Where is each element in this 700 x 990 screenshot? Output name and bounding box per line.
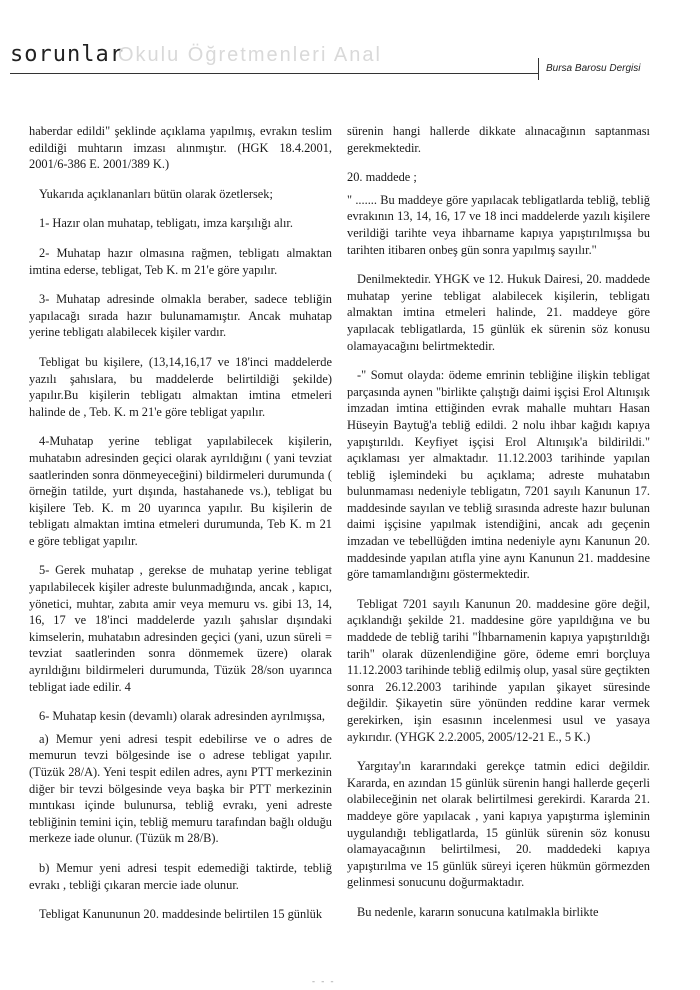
paragraph: haberdar edildi" şeklinde açıklama yapılmış, evrakın teslim edildiği muhtarın imzası alınmıştır. (HGK 18.4.2001, 2001/6-386 E. 2001/389 K.) — [29, 124, 332, 172]
paragraph: 2- Muhatap hazır olmasına rağmen, tebligatı almaktan imtina ederse, tebligat, Teb K. m 21'e göre yapılır. — [29, 245, 332, 277]
right-column — [347, 123, 650, 934]
paragraph: Yargıtay'ın kararındaki gerekçe tatmin edici değildir. Kararda, en azından 15 günlük sürenin hangi hallerde geçerli olabileceğinin net olarak belirtilmesi gerekirdi. Kararda 21. maddeye göre yapılacak , yani kapıya yapıştırma işleminin uygulandığı tebligatlarda, 15 günlük sürenin söz konusu olamayacağının belirtilmesi, 20. maddedeki kapıya yapıştırılma ve 15 günlük süreyi içeren hükmün görmezden gelinmesi sonucunu doğurmaktadır. — [347, 759, 650, 890]
paragraph: Tebligat 7201 sayılı Kanunun 20. maddesine göre değil, açıklandığı şekilde 21. maddesine göre yapıldığına ve bu maddede de tebliğ tarihi "İhbarnamenin kapıya yapıştırıldığı tarih" olarak düzenlendiğine göre, ödeme emri borçluya 11.12.2003 tarihinde tebliğ edilmiş olup, yasal süre geçtikten sonra 26.12.2003 tarihinde yapılan şikayet süresinde değildir. Şikayetin süre yönünden reddine karar vermek gerekirken, işin esasının incelenmesi usul ve yasaya aykırıdır. (YHGK 2.2.2005, 2005/12-21 E., 5 K.) — [347, 596, 650, 744]
paragraph: Denilmektedir. YHGK ve 12. Hukuk Dairesi, 20. maddede muhatap yerine tebligat alabilecek kişilerin, tebligatı almaktan imtina etmeleri halinde, 21. maddeye göre yapılacak tebligatlarda, 15 günlük ek sürenin söz konusu olamayacağını belirtmektedir. — [347, 272, 650, 353]
section-title: sorunlar — [10, 42, 124, 67]
paragraph: 3- Muhatap adresinde olmakla beraber, sadece tebliğin yapılacağı sırada hazır bulunamamıştır. Ancak muhatap yerine tebligatı alabilecek kişiler vardır. — [29, 292, 332, 340]
paragraph: 6- Muhatap kesin (devamlı) olarak adresinden ayrılmışsa, — [39, 709, 325, 724]
paragraph: Tebligat Kanununun 20. maddesinde belirtilen 15 günlük — [39, 907, 323, 922]
paragraph: a) Memur yeni adresi tespit edebilirse ve o adres de memurun tevzi bölgesinde ise o adrese tebligat yapılır.(Tüzük 28/A). Yeni tespit edilen adres, aynı PTT merkezinin diğer bir tevzi bölgesinde veya başka bir PTT merkezinin mıntıkası içinde bulunursa, tebliğ evrakı, yeni adreste tebliğinin temini için, tebliğ memuru tarafından bağlı olduğu merkeze iade olunur. (Tüzük m 28/B). — [29, 731, 332, 846]
page-number: - - - — [312, 976, 336, 986]
journal-name: Bursa Barosu Dergisi — [546, 63, 641, 74]
paragraph: b) Memur yeni adresi tespit edemediği taktirde, tebliğ evrakı , tebliği çıkaran mercie iade olunur. — [29, 860, 332, 892]
page-header — [0, 0, 700, 100]
paragraph: Tebligat bu kişilere, (13,14,16,17 ve 18'inci maddelerde yazılı şahıslara, bu maddelerde belirtildiği şekilde) yapılır.Bu kişilerin tebligatı almaktan imtina etmeleri halinde de , Teb. K. m 21'e göre tebligat yapılır. — [29, 354, 332, 419]
header-rule — [10, 73, 538, 74]
paragraph: Yukarıda açıklananları bütün olarak özetlersek; — [39, 186, 273, 201]
paragraph: 20. maddede ; — [347, 170, 417, 185]
paragraph: sürenin hangi hallerde dikkate alınacağının saptanması gerekmektedir. — [347, 124, 650, 155]
quote-paragraph: " ....... Bu maddeye göre yapılacak tebligatlarda tebliğ, tebliğ evrakının 13, 14, 16, 17 ve 18 inci maddelerde yazılı kişilere verildiği tarihte veya ihbarname kapıya yapıştırılmışsa bu tarihten itibaren onbeş gün sonra yapılmış sayılır." — [347, 192, 650, 257]
paragraph: 5- Gerek muhatap , gerekse de muhatap yerine tebligat yapılabilecek kişiler adreste bulunmadığında, ancak , kapıcı, yönetici, muhtar, zabıta amir veya memuru vs. gibi 13, 14, 16, 17 ve 18'inci maddelerde yazılı şahıslar dışındaki kimselerin, muhatabın adresinden geçici (yani, uzun süreli = tevziat saatlerinden sonra dönmemek üzere) olarak ayrıldığını bildirmeleri durumunda, Tüzük 28/son uyarınca tebligat iade edilir. 4 — [29, 563, 332, 694]
left-column — [29, 123, 332, 936]
paragraph: Bu nedenle, kararın sonucuna katılmakla birlikte — [357, 904, 599, 919]
header-divider — [538, 58, 539, 80]
paragraph: -" Somut olayda: ödeme emrinin tebliğine ilişkin tebligat parçasında aynen "birlikte çalıştığı daimi işçisi Erol Altınışık imzadan imtina ettiğinden evrak mahalle muhtarı Hasan Hüseyin Baytuğ'a tebliğ edildi. 2 nolu ihbar kağıdı kapıya yapıştırıldı. Keyfiyet işçisi Erol Altınışık'a bildirildi." açıklaması yer almaktadır. 11.12.2003 tarihinde yapılan tebliğ işlemindeki bu açıklama; adreste muhatabın bulunmaması nedeniyle tebligatın, 7201 sayılı Kanunun 17. maddesinde sayılan ve tebliğ sırasında adreste hazır bulunan daimi işçisine yapılmak istendiğini, ancak adı geçenin imzadan ve tebellüğden imtina nedeniyle aynı Kanunun 20. maddesinde yapılan atıfla yine aynı Kanunun 21. maddesine göre tamamlandığını göstermektedir. — [347, 368, 650, 582]
paragraph: 1- Hazır olan muhatap, tebligatı, imza karşılığı alır. — [39, 216, 293, 231]
paragraph: 4-Muhatap yerine tebligat yapılabilecek kişilerin, muhatabın adresinden geçici olarak ayrıldığını ( yani tevziat saatlerinden sonra dönmeyeceğini) bildirmeleri durumunda ( örneğin tatilde, yurt dışında, hastahanede vs.), tebligat bu kişilere Teb. K. m 20 uyarınca yapılır. Bu kişilerin de tebligatı almaktan imtina etmeleri durumunda, Teb K. m 21 e göre tebligat yapılır. — [29, 434, 332, 548]
ghost-background-text: Okulu Öğretmenleri Anal — [118, 44, 382, 66]
